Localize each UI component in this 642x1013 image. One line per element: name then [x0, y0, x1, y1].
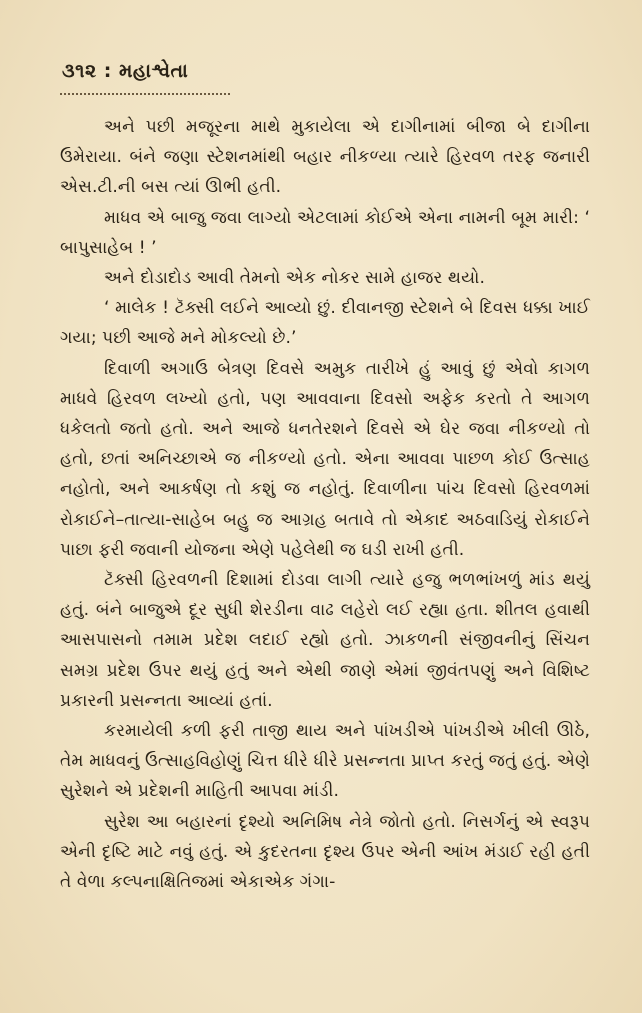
paragraph: કરમાયેલી કળી ફરી તાજી થાય અને પાંખડીએ પાંખડીએ ખીલી ઊઠે, તેમ માધવનું ઉત્સાહવિહોણું ચિત્ત ધીરે ધીરે પ્રસન્નતા પ્રાપ્ત કરતું જતું હતું. એણે સુરેશને એ પ્રદેશની માહિતી આપવા માંડી. — [60, 721, 590, 802]
header-dotted-rule — [60, 88, 230, 95]
paragraph: અને દોડાદોડ આવી તેમનો એક નોકર સામે હાજર થયો. — [104, 268, 485, 289]
paragraph: ટૅક્સી હિરવળની દિશામાં દોડવા લાગી ત્યારે હજુ ભળભાંખળું માંડ થયું હતું. બંને બાજુએ દૂર સુધી શેરડીના વાઢ લહેરો લઈ રહ્યા હતા. શીતલ હવાથી આસપાસનો તમામ પ્રદેશ લદાઈ રહ્યો હતો. ઝાકળની સંજીવનીનું સિંચન સમગ્ર પ્રદેશ ઉપર થયું હતું અને એથી જાણે એમાં જીવંતપણું અને વિશિષ્ટ પ્રકારની પ્રસન્નતા આવ્યાં હતાં. — [60, 570, 590, 711]
paragraph: અને પછી મજૂરના માથે મુકાયેલા એ દાગીનામાં બીજા બે દાગીના ઉમેરાયા. બંને જણા સ્ટેશનમાંથી બહાર નીકળ્યા ત્યારે હિરવળ તરફ જનારી એસ.ટી.ની બસ ત્યાં ઊભી હતી. — [60, 117, 590, 198]
paragraph: દિવાળી અગાઉ બેત્રણ દિવસે અમુક તારીખે હું આવું છું એવો કાગળ માધવે હિરવળ લખ્યો હતો, પણ આવવાના દિવસો અફેક કરતો તે આગળ ધકેલતો જતો હતો. અને આજે ધનતેરશને દિવસે એ ઘેર જવા નીકળ્યો તો હતો, છતાં અનિચ્છાએ જ નીકળ્યો હતો. એના આવવા પાછળ કોઈ ઉત્સાહ નહોતો, અને આકર્ષણ તો કશું જ નહોતું. દિવાળીના પાંચ દિવસો હિરવળમાં રોકાઈને–તાત્યા-સાહેબ બહુ જ આગ્રહ બતાવે તો એકાદ અઠવાડિયું રોકાઈને પાછા ફરી જવાની યોજના એણે પહેલેથી જ ઘડી રાખી હતી. — [60, 358, 590, 560]
paragraph: સુરેશ આ બહારનાં દૃશ્યો અનિમિષ નેત્રે જોતો હતો. નિસર્ગનું એ સ્વરૂપ એની દૃષ્ટિ માટે નવું હતું. એ કુદરતના દૃશ્ય ઉપર એની આંખ મંડાઈ રહી હતી તે વેળા કલ્પનાક્ષિતિજમાં એકાએક ગંગા- — [60, 811, 590, 893]
body-text — [60, 112, 590, 897]
paragraph: ‘ માલેક ! ટૅક્સી લઈને આવ્યો છું. દીવાનજી સ્ટેશને બે દિવસ ધક્કા ખાઈ ગયા; પછી આજે મને મોકલ્યો છે.’ — [60, 298, 590, 349]
paragraph: માધવ એ બાજુ જવા લાગ્યો એટલામાં કોઈએ એના નામની બૂમ મારી: ‘ બાપુસાહેબ ! ’ — [60, 207, 590, 258]
running-header: ૩૧૨ : મહાશ્વેતા — [62, 60, 189, 82]
